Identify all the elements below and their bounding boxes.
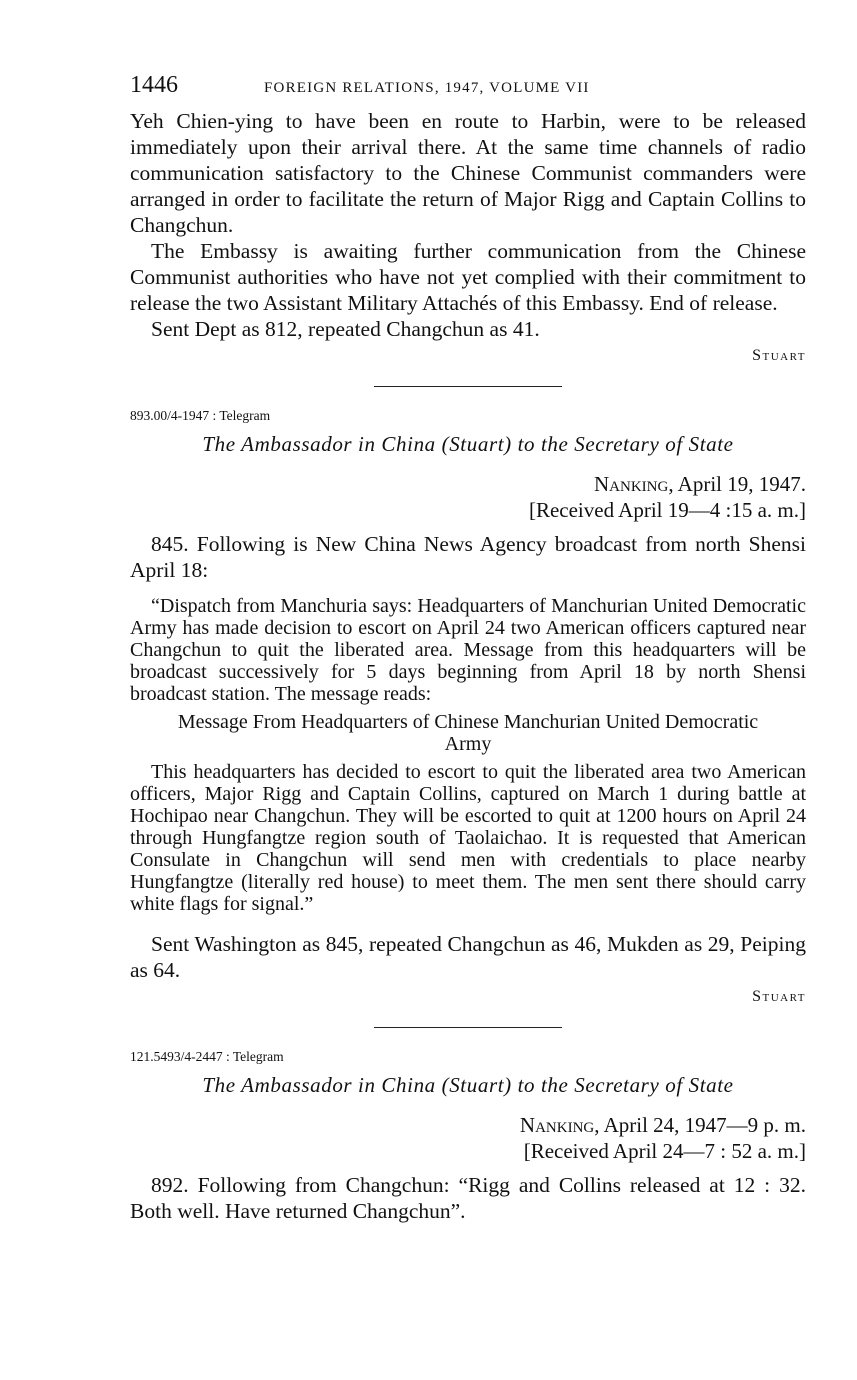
body-paragraph: The Embassy is awaiting further communication from the Chinese Communist authorities who have not yet complied with their commitment to release the two Assistant Military Attachés of this Embassy. End of release. [130, 239, 806, 315]
message-title: Message From Headquarters of Chinese Manchurian United Democratic Army [177, 711, 759, 755]
file-reference: 893.00/4-1947 : Telegram [130, 408, 271, 423]
body-paragraph: Yeh Chien-ying to have been en route to Harbin, were to be released immediately upon their arrival there. At the same time channels of radio communication satisfactory to the Chinese Communist commanders were arranged in order to facilitate the return of Major Rigg and Captain Collins to Changchun. [130, 109, 806, 237]
dateline-place: Nanking [519, 1113, 595, 1137]
signature: Stuart [752, 347, 806, 364]
body-paragraph: 892. Following from Changchun: “Rigg and Collins released at 12 : 32. Both well. Have returned Changchun”. [130, 1173, 806, 1223]
page-header [130, 72, 806, 108]
section-divider [374, 1027, 562, 1028]
quoted-dispatch: “Dispatch from Manchuria says: Headquarters of Manchurian United Democratic Army has made decision to escort on April 24 two American officers captured near Changchun to quit the liberated area. Message from this headquarters will be broadcast successively for 5 days beginning from April 18 by north Shensi broadcast station. The message reads: [130, 595, 806, 705]
document-page [130, 72, 806, 1224]
body-paragraph: 845. Following is New China News Agency broadcast from north Shensi April 18: [130, 532, 806, 582]
received-line: [Received April 24—7 : 52 a. m.] [523, 1139, 806, 1163]
dateline-date: , April 24, 1947—9 p. m. [594, 1113, 806, 1137]
document-heading: The Ambassador in China (Stuart) to the Secretary of State [202, 432, 734, 456]
quoted-message: This headquarters has decided to escort to quit the liberated area two American officers, Major Rigg and Captain Collins, captured on March 1 during battle at Hochipao near Changchun. They will be escorted to quit at 1200 hours on April 24 through Hungfangtze region south of Taolaichao. It is requested that American Consulate in Changchun will send men with credentials to place nearby Hungfangtze (literally red house) to meet them. The men sent there should carry white flags for signal.” [130, 761, 806, 915]
file-reference: 121.5493/4-2447 : Telegram [130, 1049, 284, 1064]
received-line: [Received April 19—4 :15 a. m.] [528, 498, 806, 522]
dateline-place: Nanking [594, 472, 669, 496]
dateline [130, 471, 806, 497]
dateline [130, 1112, 806, 1138]
dateline-date: , April 19, 1947. [668, 472, 806, 496]
document-heading: The Ambassador in China (Stuart) to the Secretary of State [202, 1073, 734, 1097]
section-divider [374, 386, 562, 387]
signature: Stuart [752, 988, 806, 1005]
body-paragraph: Sent Dept as 812, repeated Changchun as 41. [151, 317, 540, 341]
body-paragraph: Sent Washington as 845, repeated Changchun as 46, Mukden as 29, Peiping as 64. [130, 932, 806, 982]
running-head: FOREIGN RELATIONS, 1947, VOLUME VII [264, 80, 590, 96]
page-number: 1446 [130, 72, 178, 98]
